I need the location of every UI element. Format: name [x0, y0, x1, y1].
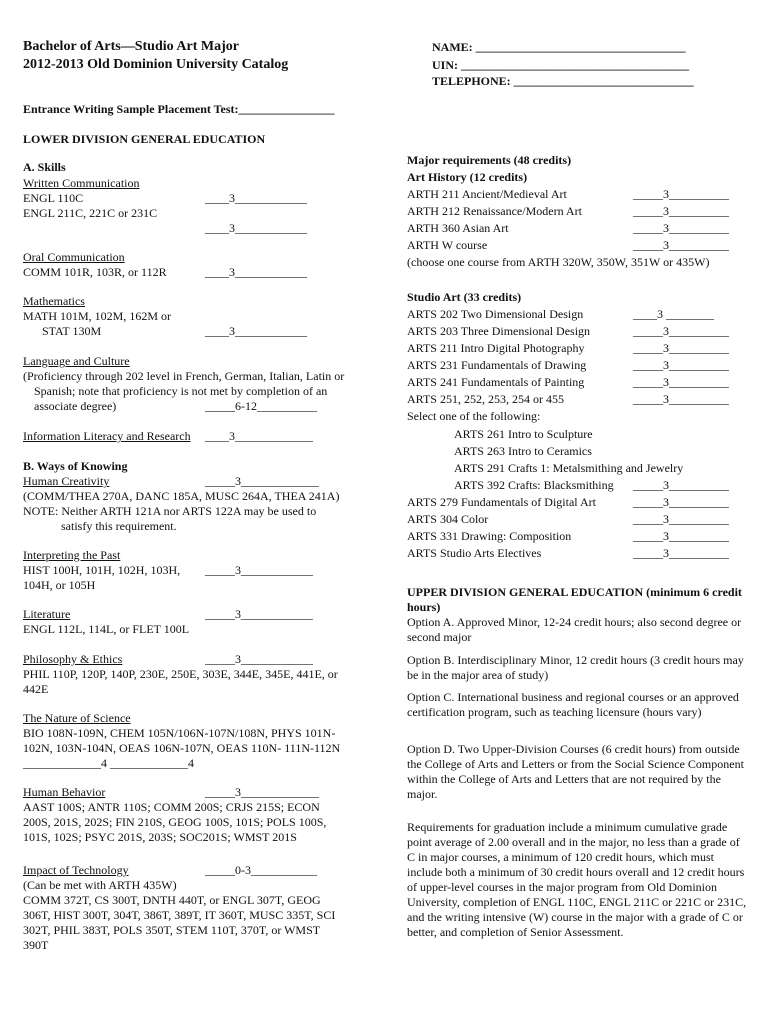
technology-line-4: 302T, PHIL 383T, POLS 350T, STEM 110T, 370T, or WMST	[23, 923, 321, 937]
history-credit[interactable]: _____3__________	[633, 221, 729, 235]
placement-test-field[interactable]: Entrance Writing Sample Placement Test:________________	[23, 102, 335, 116]
science-label: The Nature of Science	[23, 711, 131, 725]
philosophy-line-2: 442E	[23, 682, 49, 696]
language-line-1: (Proficiency through 202 level in French, German, Italian, Latin or	[23, 369, 345, 383]
studio-credit[interactable]: _____3__________	[633, 358, 729, 372]
mathematics-label: Mathematics	[23, 294, 85, 308]
technology-line-1: (Can be met with ARTH 435W)	[23, 878, 177, 892]
studio-course: ARTS 279 Fundamentals of Digital Art	[407, 495, 596, 509]
oral-communication-label: Oral Communication	[23, 250, 125, 264]
studio-course: ARTS 331 Drawing: Composition	[407, 529, 572, 543]
studio-credit[interactable]: _____3__________	[633, 512, 729, 526]
past-line-1: HIST 100H, 101H, 102H, 103H,	[23, 563, 181, 577]
language-credit[interactable]: _____6-12__________	[205, 399, 317, 413]
past-line-2: 104H, or 105H	[23, 578, 96, 592]
option-course: ARTS 261 Intro to Sculpture	[454, 427, 593, 441]
option-a: Option A. Approved Minor, 12-24 credit hours; also second degree or second major	[407, 615, 742, 644]
ways-of-knowing-heading: B. Ways of Knowing	[23, 459, 128, 473]
literature-credit[interactable]: _____3____________	[205, 607, 313, 621]
upper-division-heading: UPPER DIVISION GENERAL EDUCATION (minimum 6 credit hours)	[407, 585, 742, 614]
behavior-credit[interactable]: _____3_____________	[205, 785, 319, 799]
info-literacy-label: Information Literacy and Research	[23, 429, 191, 443]
name-field[interactable]: NAME: ___________________________________	[432, 40, 686, 54]
info-literacy-credit[interactable]: ____3_____________	[205, 429, 313, 443]
math-line-2: STAT 130M	[42, 324, 102, 338]
technology-line-3: 306T, HIST 300T, 304T, 386T, 389T, IT 360T, MUSC 335T, SCI	[23, 908, 336, 922]
philosophy-credit[interactable]: _____3____________	[205, 652, 313, 666]
behavior-label: Human Behavior	[23, 785, 106, 799]
studio-course: ARTS 231 Fundamentals of Drawing	[407, 358, 587, 372]
studio-course: ARTS 202 Two Dimensional Design	[407, 307, 584, 321]
oral-credit[interactable]: ____3____________	[205, 265, 307, 279]
studio-course: ARTS 241 Fundamentals of Painting	[407, 375, 585, 389]
literature-label: Literature	[23, 607, 71, 621]
skills-heading: A. Skills	[23, 160, 66, 174]
history-course: ARTH 212 Renaissance/Modern Art	[407, 204, 582, 218]
studio-credit[interactable]: _____3__________	[633, 495, 729, 509]
written-line-1: ENGL 110C	[23, 191, 84, 205]
studio-course: ARTS Studio Arts Electives	[407, 546, 542, 560]
creativity-line-2: NOTE: Neither ARTH 121A nor ARTS 122A may be used to	[23, 504, 317, 518]
technology-credit[interactable]: _____0-3___________	[205, 863, 317, 877]
creativity-line-3: satisfy this requirement.	[61, 519, 177, 533]
technology-line-2: COMM 372T, CS 300T, DNTH 440T, or ENGL 307T, GEOG	[23, 893, 321, 907]
behavior-line-3: 101S, 102S; PSYC 201S, 203S; SOC201S; WMST 201S	[23, 830, 297, 844]
history-note: (choose one course from ARTH 320W, 350W, 351W or 435W)	[407, 255, 710, 269]
history-credit[interactable]: _____3__________	[633, 204, 729, 218]
literature-line-1: ENGL 112L, 114L, or FLET 100L	[23, 622, 190, 636]
oral-line-1: COMM 101R, 103R, or 112R	[23, 265, 167, 279]
science-line-2: 102N, 103N-104N, OEAS 106N-107N, OEAS 110N- 111N-112N	[23, 741, 341, 755]
past-credit[interactable]: _____3____________	[205, 563, 313, 577]
history-course: ARTH 360 Asian Art	[407, 221, 509, 235]
history-credit[interactable]: _____3__________	[633, 187, 729, 201]
creativity-label: Human Creativity	[23, 474, 110, 488]
studio-course: ARTS 251, 252, 253, 254 or 455	[407, 392, 564, 406]
studio-credit[interactable]: ____3 ________	[633, 307, 714, 321]
technology-label: Impact of Technology	[23, 863, 129, 877]
written-communication-label: Written Communication	[23, 176, 140, 190]
math-line-1: MATH 101M, 102M, 162M or	[23, 309, 172, 323]
philosophy-label: Philosophy & Ethics	[23, 652, 123, 666]
science-credit[interactable]: _____________4 _____________4	[23, 756, 194, 770]
studio-art-heading: Studio Art (33 credits)	[407, 290, 522, 304]
behavior-line-1: AAST 100S; ANTR 110S; COMM 200S; CRJS 215S; ECON	[23, 800, 320, 814]
studio-credit[interactable]: _____3__________	[633, 375, 729, 389]
written-line-2: ENGL 211C, 221C or 231C	[23, 206, 158, 220]
language-label: Language and Culture	[23, 354, 130, 368]
studio-credit[interactable]: _____3__________	[633, 529, 729, 543]
studio-credit[interactable]: _____3__________	[633, 392, 729, 406]
creativity-line-1: (COMM/THEA 270A, DANC 185A, MUSC 264A, THEA 241A)	[23, 489, 340, 503]
studio-course: ARTS 203 Three Dimensional Design	[407, 324, 591, 338]
major-requirements-heading: Major requirements (48 credits)	[407, 153, 572, 167]
telephone-field[interactable]: TELEPHONE: ______________________________	[432, 74, 694, 88]
written-credit-1[interactable]: ____3____________	[205, 191, 307, 205]
studio-credit[interactable]: _____3__________	[633, 324, 729, 338]
option-d: Option D. Two Upper-Division Courses (6 credit hours) from outside the College of Arts and Letters or from the Social Science Component within the College of Arts and Letters that are not required by the major.	[407, 742, 744, 801]
option-credit[interactable]: _____3__________	[633, 478, 729, 492]
history-credit[interactable]: _____3__________	[633, 238, 729, 252]
technology-line-5: 390T	[23, 938, 49, 952]
science-line-1: BIO 108N-109N, CHEM 105N/106N-107N/108N, PHYS 101N-	[23, 726, 336, 740]
uin-field[interactable]: UIN: ______________________________________	[432, 58, 689, 72]
option-c: Option C. International business and regional courses or an approved certification program, such as teaching licensure (hours vary)	[407, 690, 739, 719]
art-history-heading: Art History (12 credits)	[407, 170, 528, 184]
creativity-credit[interactable]: _____3_____________	[205, 474, 319, 488]
language-line-3: associate degree)	[34, 399, 117, 413]
studio-course: ARTS 211 Intro Digital Photography	[407, 341, 585, 355]
math-credit[interactable]: ____3____________	[205, 324, 307, 338]
studio-course: ARTS 304 Color	[407, 512, 489, 526]
studio-credit[interactable]: _____3__________	[633, 546, 729, 560]
lower-division-heading: LOWER DIVISION GENERAL EDUCATION	[23, 132, 266, 146]
option-course: ARTS 392 Crafts: Blacksmithing	[454, 478, 614, 492]
option-b: Option B. Interdisciplinary Minor, 12 credit hours (3 credit hours may be in the major area of study)	[407, 653, 744, 682]
written-credit-2[interactable]: ____3____________	[205, 221, 307, 235]
studio-credit[interactable]: _____3__________	[633, 341, 729, 355]
history-course: ARTH W course	[407, 238, 488, 252]
language-line-2: Spanish; note that proficiency is not met by completion of an	[34, 384, 328, 398]
history-course: ARTH 211 Ancient/Medieval Art	[407, 187, 567, 201]
behavior-line-2: 200S, 201S, 202S; FIN 210S, GEOG 100S, 101S; POLS 100S,	[23, 815, 327, 829]
select-one-label: Select one of the following:	[407, 409, 541, 423]
philosophy-line-1: PHIL 110P, 120P, 140P, 230E, 250E, 303E, 344E, 345E, 441E, or	[23, 667, 338, 681]
page-title: Bachelor of Arts—Studio Art Major	[23, 39, 239, 54]
option-course: ARTS 263 Intro to Ceramics	[454, 444, 592, 458]
catalog-title: 2012-2013 Old Dominion University Catalog	[23, 57, 289, 72]
graduation-requirements: Requirements for graduation include a minimum cumulative grade point average of 2.00 overall and in the major, no less than a grade of C in major courses, a minimum of 120 credit hours, which must include both a minimum of 30 credit hours overall and 12 credit hours of upper-level courses in the major program from Old Dominion University, completion of ENGL 110C, ENGL 211C or 221C or 231C, and the writing intensive (W) course in the major with a grade of C or better, and completion of Senior Assessment.	[407, 820, 747, 939]
option-course: ARTS 291 Crafts 1: Metalsmithing and Jewelry	[454, 461, 684, 475]
interpreting-past-label: Interpreting the Past	[23, 548, 121, 562]
